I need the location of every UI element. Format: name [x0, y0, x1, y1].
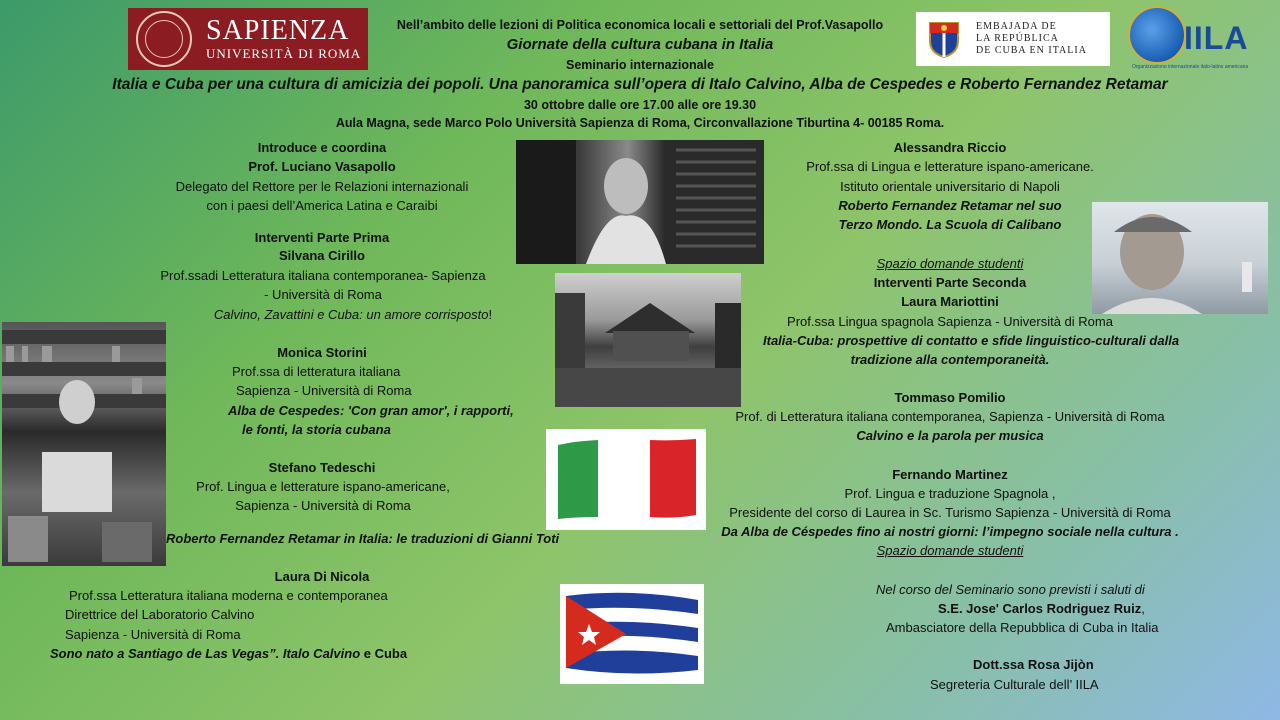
part-two-label: Interventi Parte Seconda — [873, 275, 1027, 290]
speaker-mariottini-talk-1: Italia-Cuba: prospettive di contatto e sfide linguistico-culturali dalla — [763, 333, 1180, 348]
ambassador-comma: , — [1141, 601, 1145, 616]
italy-flag-icon — [546, 429, 706, 530]
embassy-line-1: EMBAJADA DE — [976, 21, 1057, 32]
speaker-mariottini-name: Laura Mariottini — [901, 294, 999, 309]
speaker-riccio-talk-1: Roberto Fernandez Retamar nel suo — [838, 198, 1062, 213]
speaker-dinicola-role-3: Sapienza - Università di Roma — [65, 627, 241, 642]
speaker-storini-talk-2: le fonti, la storia cubana — [242, 422, 391, 437]
speaker-martinez-talk: Da Alba de Céspedes fino ai nostri giorni: l’impegno sociale nella cultura . — [721, 524, 1179, 539]
speaker-martinez-role-2: Presidente del corso di Laurea in Sc. Turismo Sapienza - Università di Roma — [729, 505, 1171, 520]
embassy-logo — [916, 12, 1110, 66]
speaker-mariottini-talk-2: tradizione alla contemporaneità. — [850, 352, 1050, 367]
intro-role-2: con i paesi dell’America Latina e Caraibi — [206, 198, 438, 213]
sapienza-logo — [128, 8, 368, 70]
speaker-pomilio-role: Prof. di Letteratura italiana contemporanea, Sapienza - Università di Roma — [735, 409, 1165, 424]
ambassador-name: S.E. Jose' Carlos Rodriguez Ruiz — [938, 601, 1142, 616]
speaker-cirillo-name: Silvana Cirillo — [279, 248, 365, 263]
speaker-riccio-talk-2: Terzo Mondo. La Scuola di Calibano — [838, 217, 1062, 232]
questions-slot-1: Spazio domande studenti — [876, 256, 1024, 271]
speaker-tedeschi-talk: Roberto Fernandez Retamar in Italia: le traduzioni di Gianni Toti — [166, 531, 560, 546]
iila-contact-role: Segreteria Culturale dell’ IILA — [930, 677, 1099, 692]
speaker-storini-role-2: Sapienza - Università di Roma — [236, 383, 412, 398]
speaker-dinicola-talk — [50, 644, 470, 663]
talk-title-part-c: Cuba — [374, 646, 408, 661]
intro-name: Prof. Luciano Vasapollo — [248, 159, 396, 174]
speaker-dinicola-name: Laura Di Nicola — [274, 569, 370, 584]
house-photo — [555, 273, 741, 407]
cuba-flag-icon — [560, 584, 704, 684]
sapienza-seal-icon — [136, 11, 192, 67]
iila-subtitle: Organizzazione internazionale italo-latino americana — [1132, 64, 1249, 70]
speaker-pomilio-talk: Calvino e la parola per musica — [856, 428, 1044, 443]
talk-title: Calvino, Zavattini e Cuba: un amore corrisposto — [213, 307, 489, 322]
iila-logo — [1126, 4, 1266, 72]
calvino-photo — [516, 140, 764, 264]
speaker-riccio-role-2: Istituto orientale universitario di Napoli — [840, 179, 1060, 194]
header-context: Nell’ambito delle lezioni di Politica economica locali e settoriali del Prof.Vasapollo — [396, 18, 884, 32]
speaker-storini-talk-1: Alba de Cespedes: 'Con gran amor', i rapporti, — [228, 403, 514, 418]
retamar-photo — [1092, 202, 1268, 314]
event-subtitle: Giornate della cultura cubana in Italia — [506, 36, 774, 53]
embassy-line-3: DE CUBA EN ITALIA — [976, 45, 1087, 56]
embassy-line-2: LA REPÚBLICA — [976, 33, 1059, 44]
page-title: Italia e Cuba per una cultura di amicizia dei popoli. Una panoramica sull’opera di Italo Calvino, Alba de Cespedes e Roberto Fernandez Retamar — [112, 76, 1168, 93]
intro-label: Introduce e coordina — [257, 140, 387, 155]
speaker-dinicola-role-2: Direttrice del Laboratorio Calvino — [65, 607, 255, 622]
speaker-riccio-role-1: Prof.ssa di Lingua e letterature ispano-americane. — [806, 159, 1094, 174]
cuba-crest-icon — [926, 19, 962, 59]
sapienza-subtitle: UNIVERSITÀ DI ROMA — [206, 46, 362, 61]
talk-title-part-b: e — [363, 646, 375, 661]
iila-contact-name: Dott.ssa Rosa Jijòn — [973, 657, 1094, 672]
talk-title-end: ! — [488, 307, 493, 322]
seminar-label: Seminario internazionale — [566, 58, 714, 72]
speaker-cirillo-role-2: - Università di Roma — [264, 287, 382, 302]
sapienza-name: SAPIENZA — [206, 15, 350, 46]
talk-title-part-a: Sono nato a Santiago de Las Vegas”. Italo Calvino — [50, 646, 364, 661]
event-date: 30 ottobre dalle ore 17.00 alle ore 19.30 — [523, 98, 757, 112]
speaker-riccio-name: Alessandra Riccio — [893, 140, 1007, 155]
ambassador — [938, 599, 1238, 618]
ambassador-role: Ambasciatore della Repubblica di Cuba in Italia — [886, 620, 1159, 635]
speaker-pomilio-name: Tommaso Pomilio — [894, 390, 1006, 405]
speaker-martinez-role-1: Prof. Lingua e traduzione Spagnola , — [844, 486, 1056, 501]
speaker-dinicola-role-1: Prof.ssa Letteratura italiana moderna e contemporanea — [69, 588, 388, 603]
speaker-martinez-name: Fernando Martinez — [892, 467, 1008, 482]
globe-icon — [1128, 6, 1186, 64]
speaker-storini-name: Monica Storini — [277, 345, 367, 360]
speaker-cirillo-role-1: Prof.ssadi Letteratura italiana contemporanea- Sapienza — [160, 268, 486, 283]
speaker-storini-role-1: Prof.ssa di letteratura italiana — [232, 364, 401, 379]
speaker-cirillo-talk — [120, 305, 586, 324]
iila-name: IILA — [1184, 20, 1249, 56]
speaker-tedeschi-role-1: Prof. Lingua e letterature ispano-americane, — [196, 479, 450, 494]
part-one-label: Interventi Parte Prima — [254, 230, 390, 245]
speaker-mariottini-role: Prof.ssa Lingua spagnola Sapienza - Università di Roma — [787, 314, 1113, 329]
greetings-intro: Nel corso del Seminario sono previsti i saluti di — [876, 582, 1145, 597]
questions-slot-2: Spazio domande studenti — [876, 543, 1024, 558]
event-venue: Aula Magna, sede Marco Polo Università Sapienza di Roma, Circonvallazione Tiburtina 4- 00185 Roma. — [335, 116, 945, 130]
speaker-tedeschi-name: Stefano Tedeschi — [268, 460, 376, 475]
intro-role-1: Delegato del Rettore per le Relazioni internazionali — [175, 179, 469, 194]
cespedes-photo — [2, 322, 166, 566]
speaker-tedeschi-role-2: Sapienza - Università di Roma — [235, 498, 411, 513]
